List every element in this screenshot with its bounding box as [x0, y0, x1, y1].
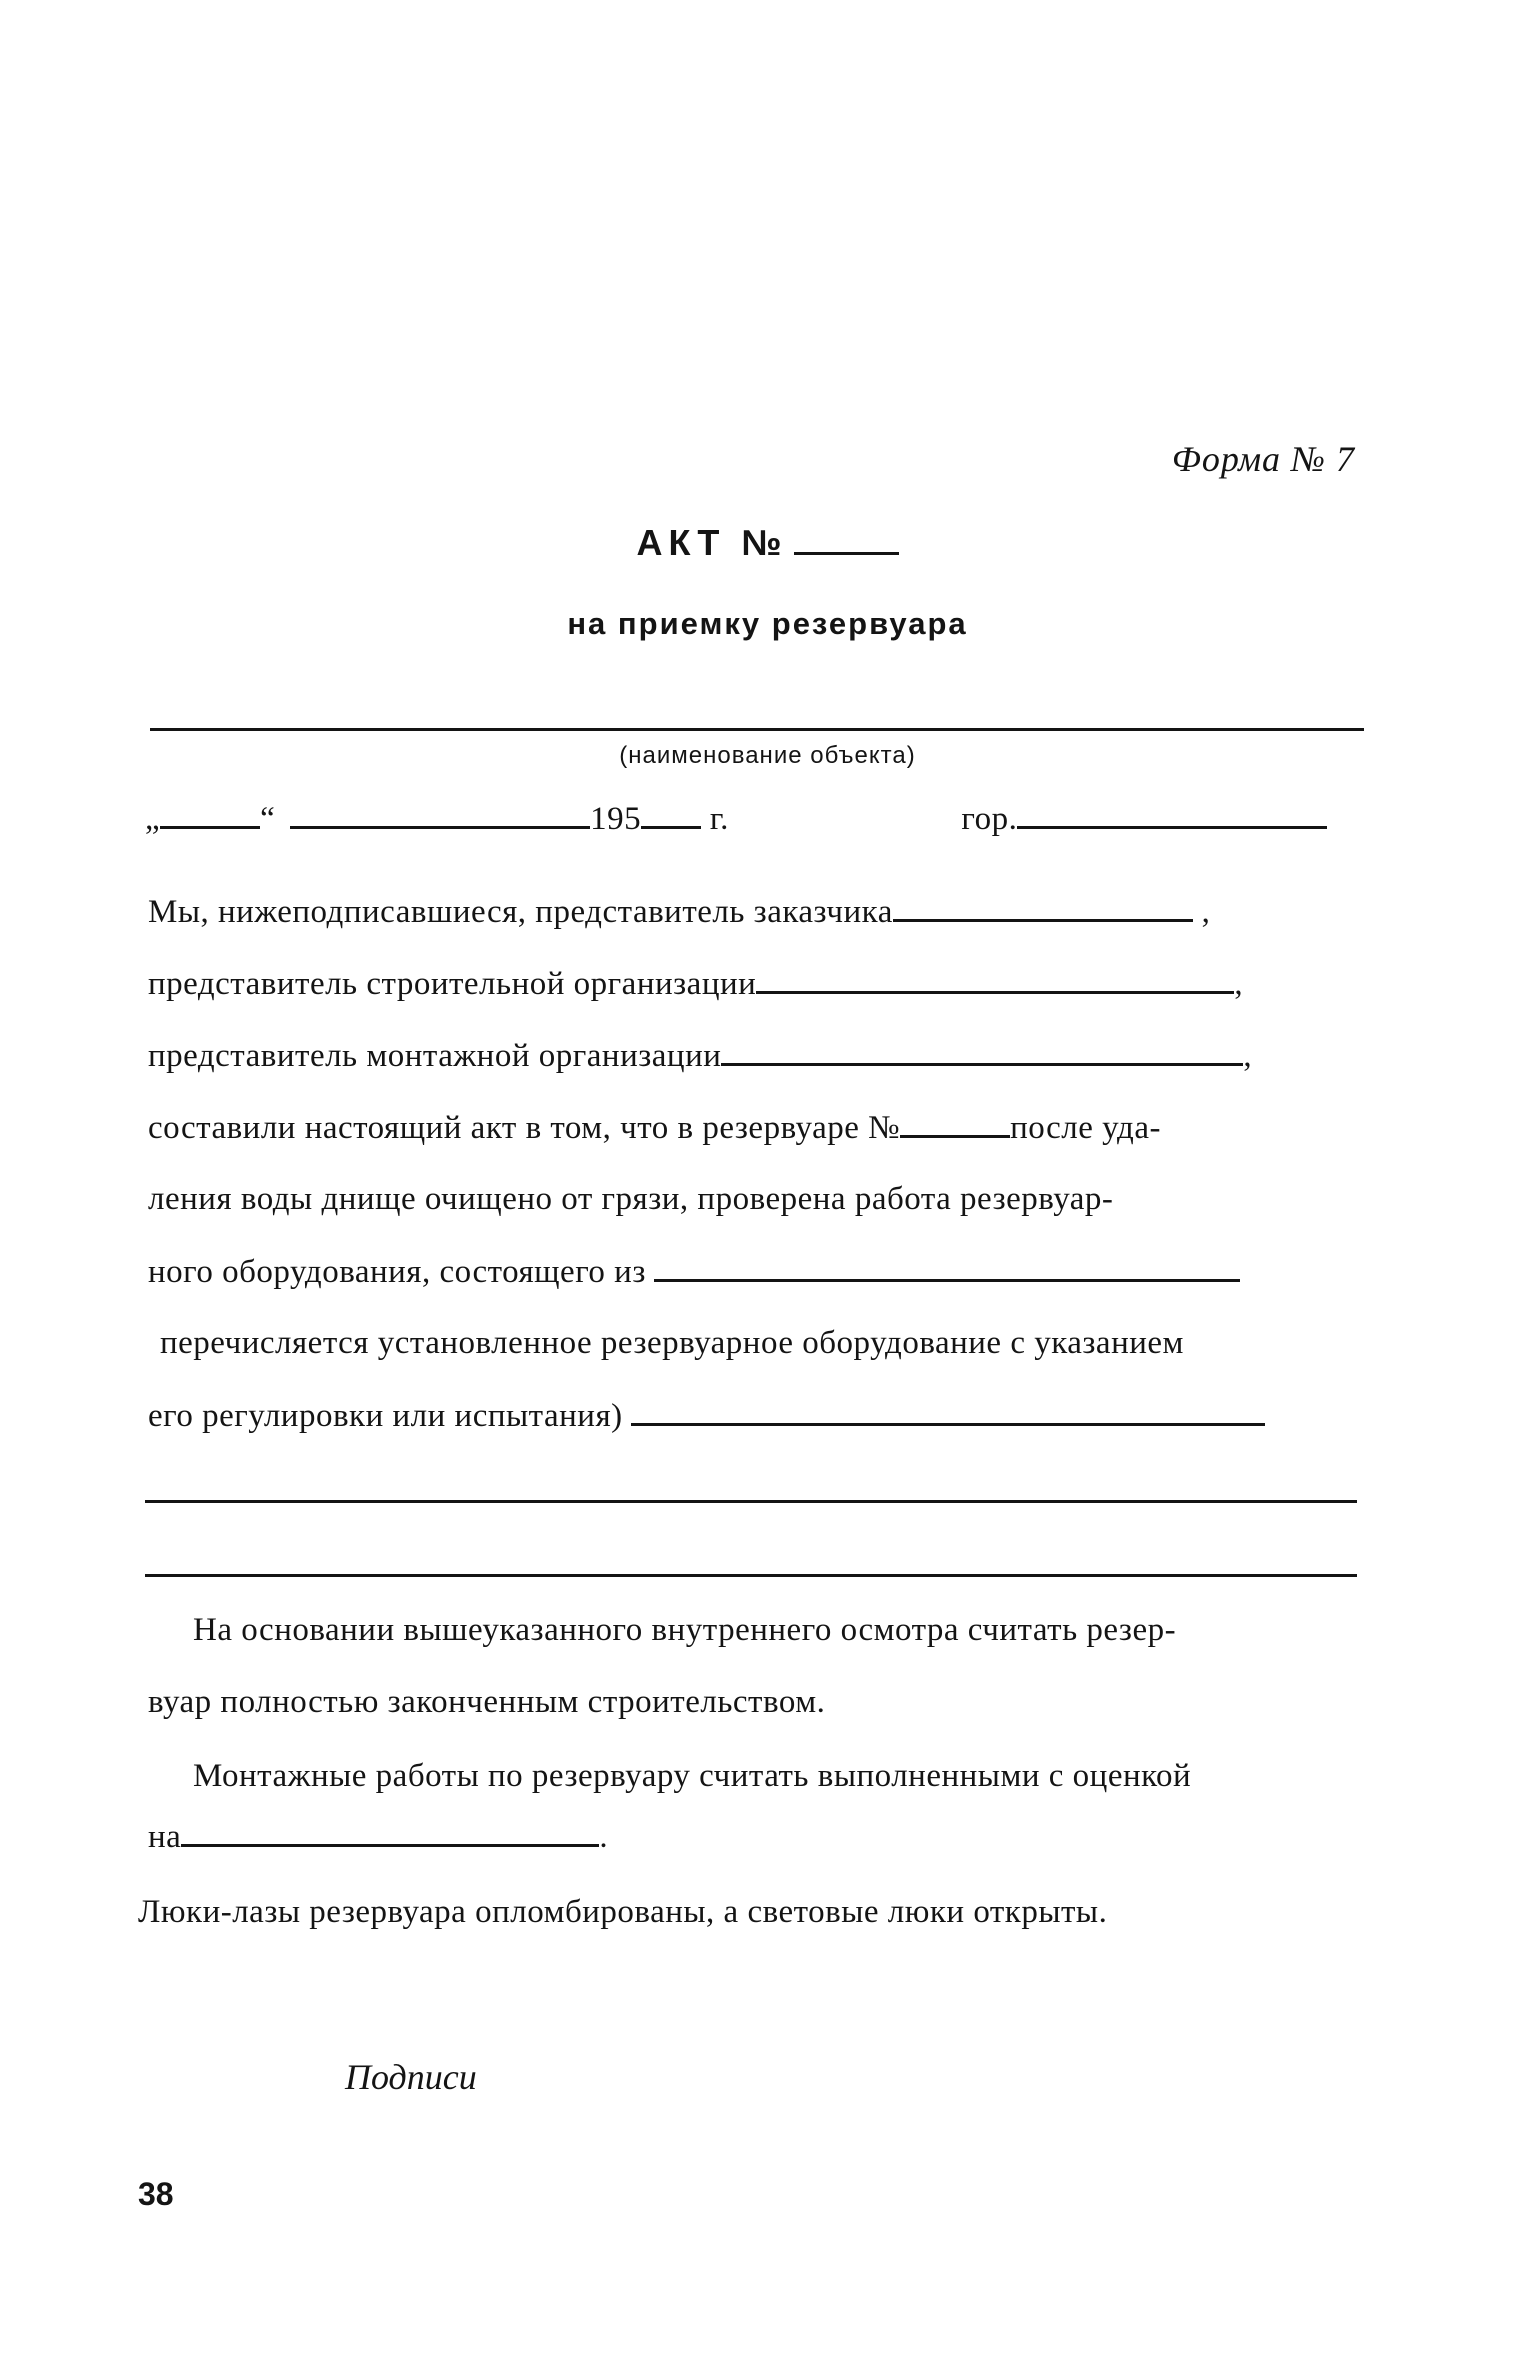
- body-line-5: ления воды днище очищено от грязи, проверена работа резервуар-: [148, 1181, 1114, 1217]
- construction-org-blank: [756, 965, 1234, 994]
- body-line-3: [148, 1037, 1252, 1075]
- construction-org-label: представитель строительной организации: [148, 966, 757, 1002]
- equipment-label: ного оборудования, состоящего из: [148, 1254, 646, 1290]
- act-title: [0, 522, 1535, 564]
- conclusion-line-4: [148, 1818, 608, 1856]
- rating-label: на: [148, 1819, 182, 1855]
- comma: ,: [1201, 894, 1211, 930]
- date-line: [145, 800, 1365, 838]
- installation-org-label: представитель монтажной организации: [148, 1038, 722, 1074]
- conclusion-line-1: На основании вышеуказанного внутреннего осмотра считать резер-: [193, 1612, 1177, 1648]
- month-blank: [290, 800, 590, 829]
- act-subtitle: на приемку резервуара: [567, 606, 968, 641]
- body-line-4-end: после уда-: [1010, 1110, 1161, 1146]
- rating-blank: [181, 1818, 599, 1847]
- act-title-text: АКТ №: [636, 522, 788, 563]
- customer-representative-label: Мы, нижеподписавшиеся, представитель заказчика: [148, 894, 893, 930]
- form-number: Форма № 7: [1171, 439, 1355, 479]
- installation-org-blank: [721, 1037, 1243, 1066]
- body-line-1: [148, 893, 1210, 931]
- body-line-7: перечисляется установленное резервуарное оборудование с указанием: [160, 1325, 1184, 1361]
- quote-open: „: [145, 801, 161, 837]
- equipment-blank: [654, 1253, 1240, 1282]
- blank-rule-2: [145, 1574, 1357, 1577]
- day-blank: [160, 800, 260, 829]
- regulation-blank: [631, 1397, 1265, 1426]
- city-label: гор.: [961, 801, 1018, 837]
- year-blank: [641, 800, 701, 829]
- comma: ,: [1243, 1038, 1253, 1074]
- act-number-blank: [794, 526, 899, 555]
- conclusion-line-3: Монтажные работы по резервуару считать выполненными с оценкой: [193, 1758, 1192, 1794]
- year-suffix: г.: [709, 801, 729, 837]
- tank-number-label: составили настоящий акт в том, что в резервуаре №: [148, 1110, 901, 1146]
- conclusion-line-5: Люки-лазы резервуара опломбированы, а световые люки открыты.: [138, 1894, 1108, 1930]
- page-number: 38: [138, 2176, 174, 2212]
- quote-close: “: [260, 801, 276, 837]
- body-line-4: [148, 1109, 1161, 1147]
- city-blank: [1017, 800, 1327, 829]
- body-line-8: [148, 1397, 1265, 1435]
- object-name-rule: [150, 728, 1364, 731]
- regulation-label: его регулировки или испытания): [148, 1398, 623, 1434]
- comma: ,: [1234, 966, 1244, 1002]
- object-name-caption: (наименование объекта): [619, 742, 916, 769]
- year-prefix: 195: [590, 801, 642, 837]
- customer-representative-blank: [893, 893, 1193, 922]
- conclusion-line-2: вуар полностью законченным строительством.: [148, 1684, 826, 1720]
- body-line-6: [148, 1253, 1240, 1291]
- blank-rule-1: [145, 1500, 1357, 1503]
- body-line-2: [148, 965, 1243, 1003]
- signatures-label: Подписи: [345, 2057, 477, 2097]
- tank-number-blank: [900, 1109, 1010, 1138]
- period: .: [599, 1819, 609, 1855]
